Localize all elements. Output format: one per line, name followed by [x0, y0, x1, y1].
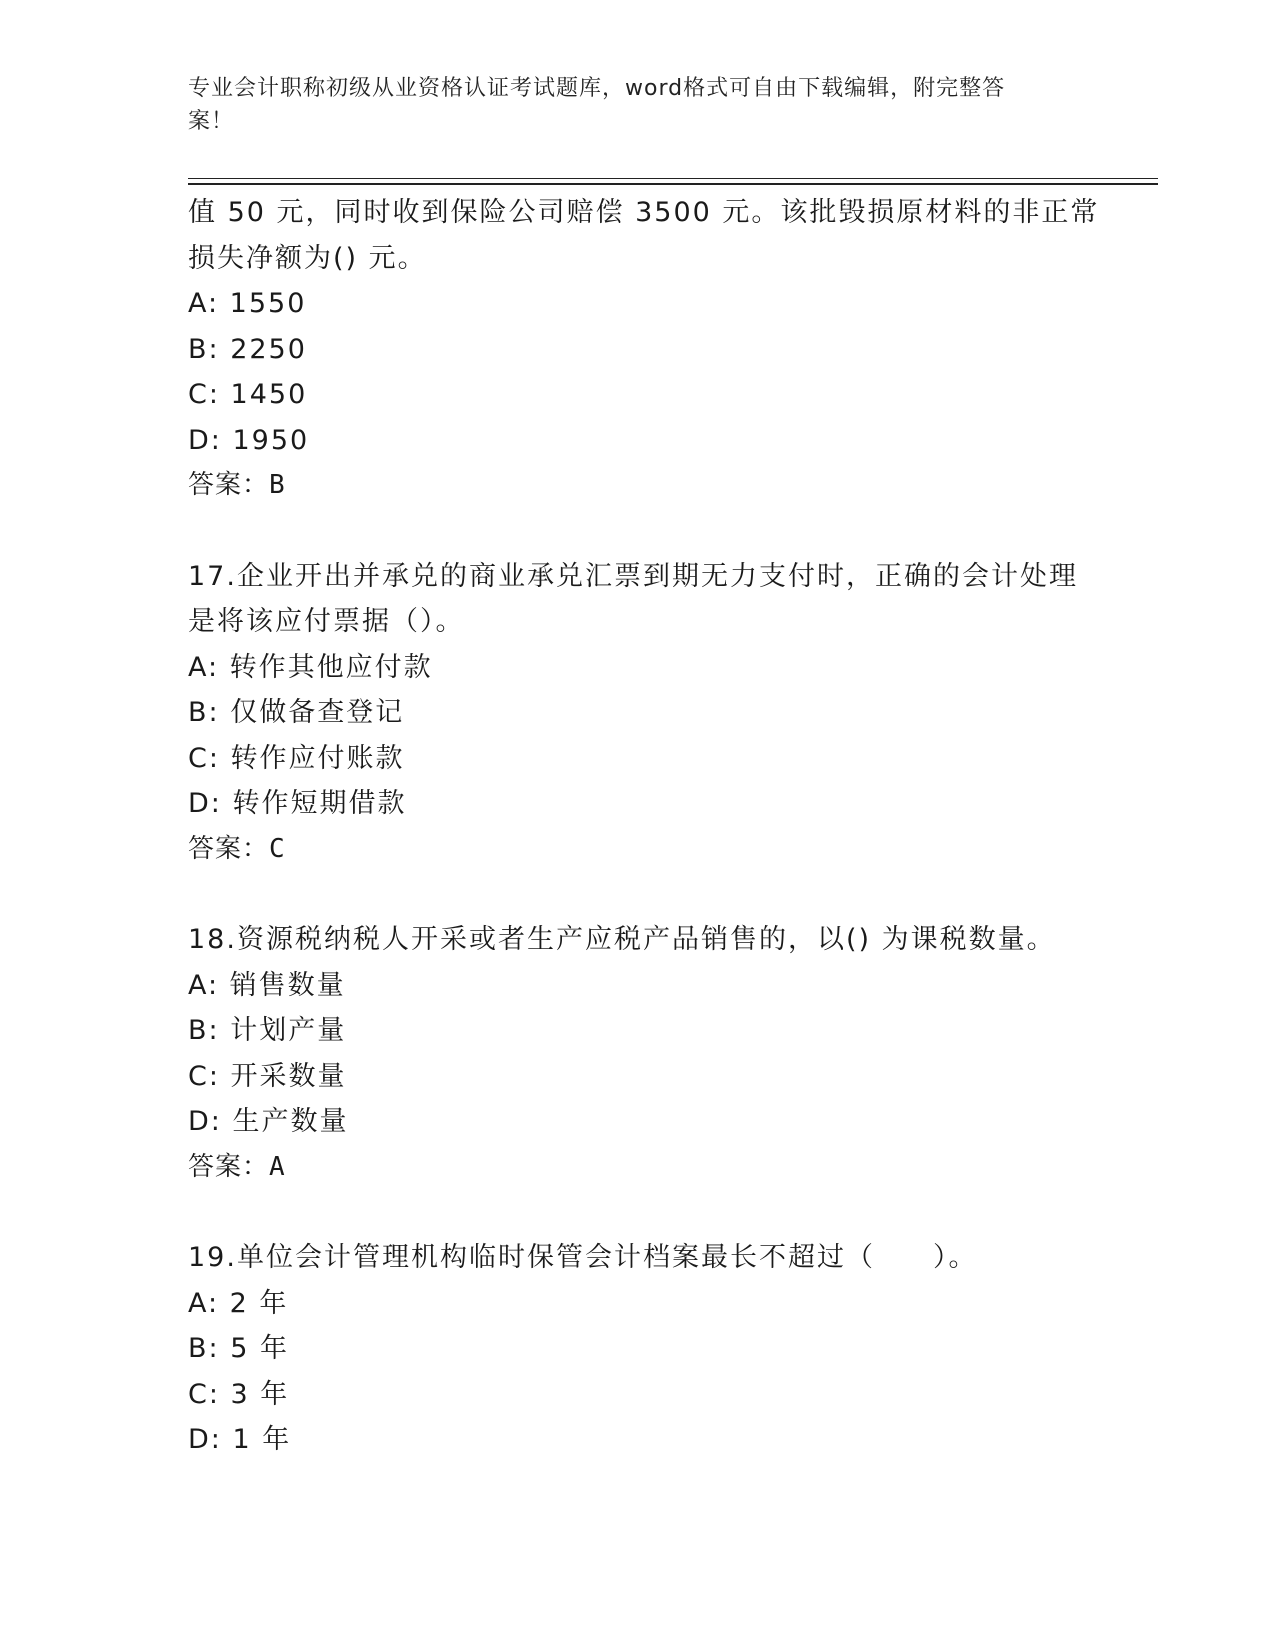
- question-content: [188, 190, 1100, 1463]
- question-text: 损失净额为() 元。: [188, 242, 427, 274]
- option-b: B: 计划产量: [188, 1015, 347, 1046]
- question-text: 17.企业开出并承兑的商业承兑汇票到期无力支付时，正确的会计处理: [188, 560, 1078, 592]
- option-d: D: 1950: [188, 424, 310, 456]
- option-a: A: 1550: [188, 288, 307, 319]
- question-19: [188, 1235, 1088, 1463]
- option-a: A: 转作其他应付款: [188, 651, 433, 683]
- question-text: 值 50 元，同时收到保险公司赔偿 3500 元。该批毁损原材料的非正常: [188, 197, 1100, 228]
- header-line-2: 案！: [188, 109, 235, 134]
- header-line-1: 专业会计职称初级从业资格认证考试题库，word格式可自由下载编辑，附完整答: [188, 76, 1006, 101]
- spacer: [188, 1190, 1088, 1235]
- answer-text: 答案：A: [188, 1151, 286, 1182]
- option-b: B: 2250: [188, 333, 307, 365]
- question-text: 是将该应付票据（）。: [188, 606, 465, 637]
- question-text: 18.资源税纳税人开采或者生产应税产品销售的，以() 为课税数量。: [188, 924, 1056, 955]
- option-c: C: 转作应付账款: [188, 742, 405, 774]
- question-text: 19.单位会计管理机构临时保管会计档案最长不超过（ ）。: [188, 1242, 978, 1273]
- option-b: B: 5 年: [188, 1333, 289, 1364]
- option-d: D: 转作短期借款: [188, 788, 407, 819]
- question-17: [188, 554, 1088, 873]
- answer-text: 答案：B: [188, 470, 286, 500]
- document-header: [188, 72, 1078, 138]
- question-18: [188, 917, 1088, 1190]
- header-divider-bottom: [188, 183, 1158, 185]
- option-a: A: 2 年: [188, 1287, 289, 1319]
- option-a: A: 销售数量: [188, 969, 346, 1001]
- spacer: [188, 872, 1088, 917]
- option-b: B: 仅做备查登记: [188, 697, 405, 728]
- answer-text: 答案：C: [188, 833, 286, 864]
- option-c: C: 1450: [188, 379, 308, 410]
- option-d: D: 1 年: [188, 1424, 292, 1455]
- header-divider-top: [188, 178, 1158, 179]
- option-d: D: 生产数量: [188, 1106, 349, 1137]
- option-c: C: 开采数量: [188, 1060, 347, 1092]
- spacer: [188, 509, 1088, 554]
- question-16: [188, 190, 1100, 509]
- option-c: C: 3 年: [188, 1378, 290, 1410]
